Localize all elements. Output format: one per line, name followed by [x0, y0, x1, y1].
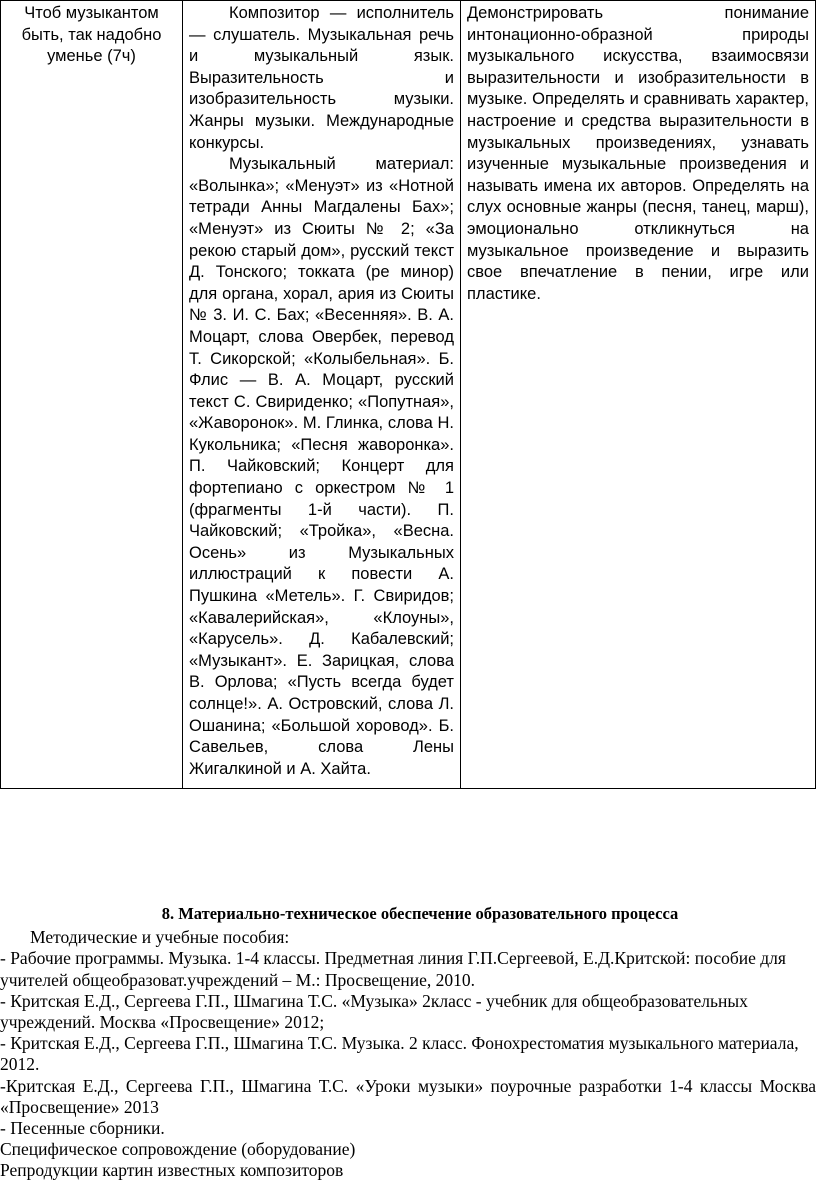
learning-outcomes-cell [461, 1, 816, 789]
section-subheading: Методические и учебные пособия: [30, 927, 290, 948]
equipment-item: Репродукции картин известных композиторов [0, 1160, 344, 1181]
materials-section [0, 903, 816, 1182]
music-material-text: Музыкальный материал: «Волынка»; «Менуэт» из «Нотной тетради Анны Магдалены Бах»; «Менуэт» из Сюиты № 2; «За рекою старый дом», русский текст Д. Тонского; токката (ре минор) для органа, хорал, ария из Сюиты № 3. И. С. Бах; «Весенняя». В. А. Моцарт, слова Овербек, перевод Т. Сикорской; «Колыбельная». Б. Флис — В. А. Моцарт, русский текст С. Свириденко; «Попутная», «Жаворонок». М. Глинка, слова Н. Кукольника; «Песня жаворонка». П. Чайковский; Концерт для фортепиано с оркестром № 1 (фрагменты 1-й части). П. Чайковский; «Тройка», «Весна. Осень» из Музыкальных иллюстраций к повести А. Пушкина «Метель». Г. Свиридов; «Кавалерийская», «Клоуны», «Карусель». Д. Кабалевский; «Музыкант». Е. Зарицкая, слова В. Орлова; «Пусть всегда будет солнце!». А. Островский, слова Л. Ошанина; «Большой хоровод». Б. Савельев, слова Лены Жигалкиной и А. Хайта. [189, 155, 454, 778]
learning-outcomes-text: Демонстрировать понимание интонационно-образной природы музыкального искусства, взаимосвязи выразительности и изобразительности в музыке. Определять и сравнивать характер, настроение и средства выразительности в музыкальных произведениях, узнавать изученные музыкальные произведения и называть имена их авторов. Определять на слух основные жанры (песня, танец, марш), эмоционально откликнуться на музыкальное произведение и выразить свое впечатление в пении, игре или пластике. [467, 4, 809, 303]
module-title-cell [1, 1, 183, 789]
module-title: Чтоб музыкантом быть, так надобно уменье (7ч) [21, 4, 162, 66]
content-cell [183, 1, 461, 789]
topic-text: Композитор — исполнитель — слушатель. Музыкальная речь и музыкальный язык. Выразительность и изобразительность музыки. Жанры музыки. Международные конкурсы. [189, 4, 454, 152]
list-item: - Рабочие программы. Музыка. 1-4 классы. Предметная линия Г.П.Сергеевой, Е.Д.Критской: пособие для учителей общеобразоват.учреждений – М.: Просвещение, 2010. [0, 948, 786, 990]
section-heading: 8. Материально-техническое обеспечение образовательного процесса [161, 904, 679, 923]
list-item: - Критская Е.Д., Сергеева Г.П., Шмагина Т.С. Музыка. 2 класс. Фонохрестоматия музыкального материала, 2012. [0, 1033, 799, 1075]
equipment-heading: Специфическое сопровождение (оборудование) [0, 1139, 356, 1160]
list-item: -Критская Е.Д., Сергеева Г.П., Шмагина Т.С. «Уроки музыки» поурочные разработки 1-4 классы Москва «Просвещение» 2013 [0, 1075, 816, 1117]
table-row [1, 1, 816, 789]
list-item: - Критская Е.Д., Сергеева Г.П., Шмагина Т.С. «Музыка» 2класс - учебник для общеобразовательных учреждений. Москва «Просвещение» 2012; [0, 990, 748, 1033]
list-item: - Песенные сборники. [0, 1118, 165, 1139]
